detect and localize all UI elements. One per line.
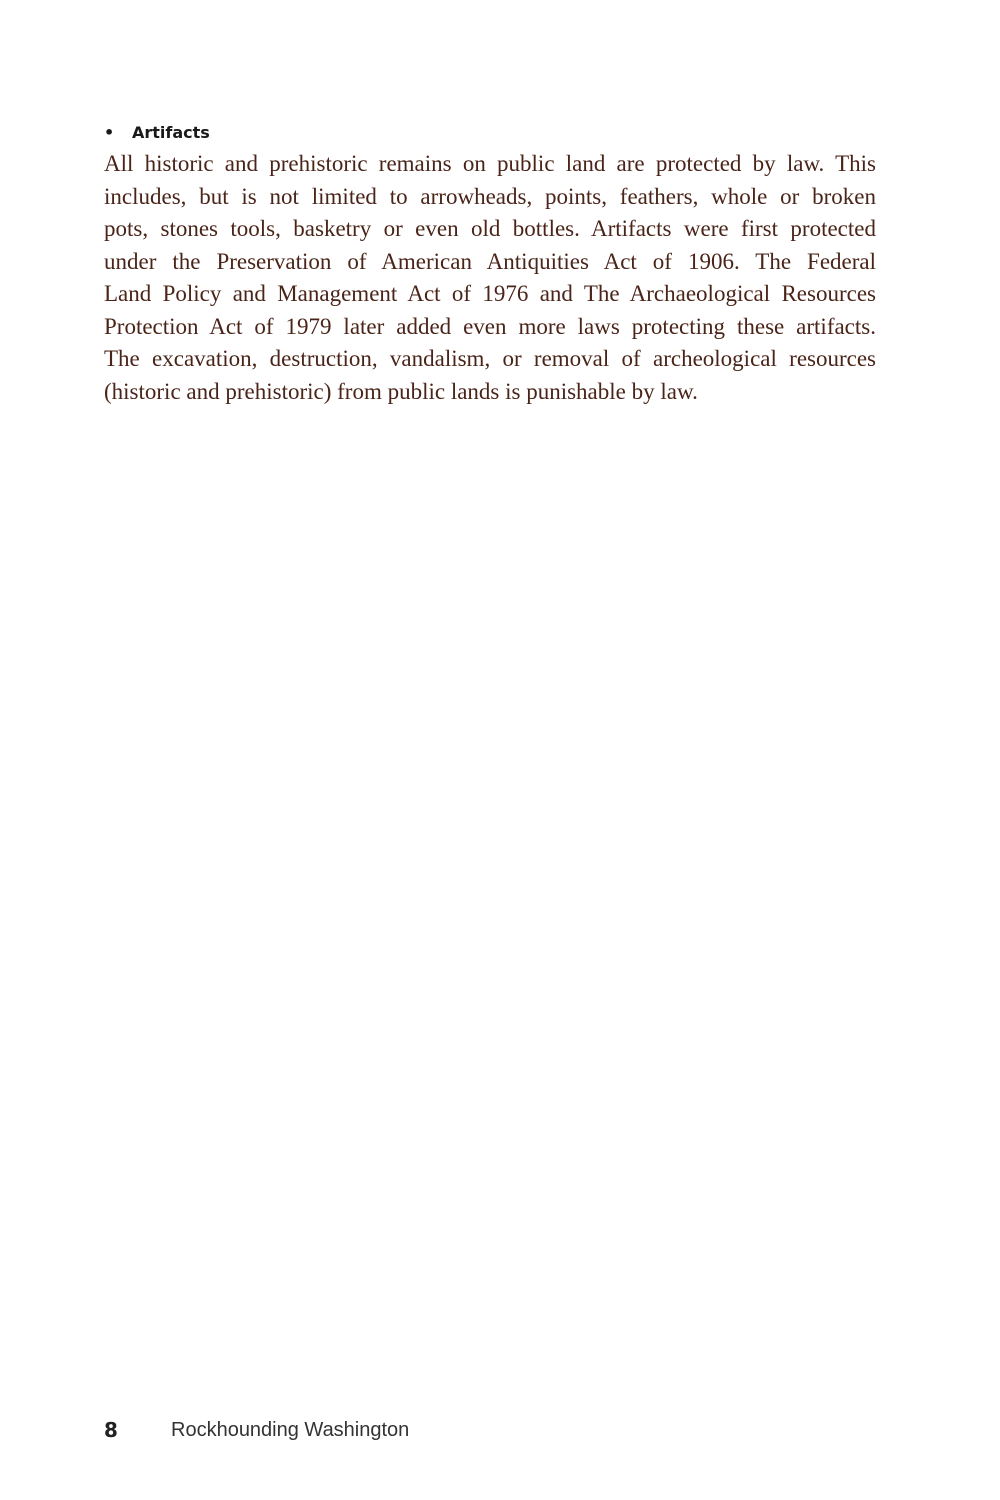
paragraph-line: The excavation, destruction, vandalism, or removal of archeological resources (104, 346, 876, 371)
paragraph-line: Protection Act of 1979 later added even more laws protecting these artifacts. (104, 313, 876, 339)
paragraph-line: under the Preservation of American Antiquities Act of 1906. The Federal (104, 248, 876, 274)
paragraph-line: pots, stones tools, basketry or even old bottles. Artifacts were first protected (104, 216, 876, 241)
page-number: 8 (104, 1418, 118, 1442)
page-footer (104, 1418, 704, 1448)
artifacts-section (104, 120, 876, 408)
paragraph-line: includes, but is not limited to arrowheads, points, feathers, whole or broken (104, 183, 876, 209)
paragraph-line: All historic and prehistoric remains on public land are protected by law. This (104, 151, 876, 176)
heading-text: Artifacts (132, 123, 210, 142)
section-heading (104, 120, 876, 148)
paragraph-line: (historic and prehistoric) from public lands is punishable by law. (104, 378, 698, 404)
paragraph-line: Land Policy and Management Act of 1976 and The Archaeological Resources (104, 281, 876, 306)
body-paragraph (104, 148, 876, 408)
running-title: Rockhounding Washington (171, 1419, 410, 1441)
bullet-icon: • (104, 123, 115, 142)
